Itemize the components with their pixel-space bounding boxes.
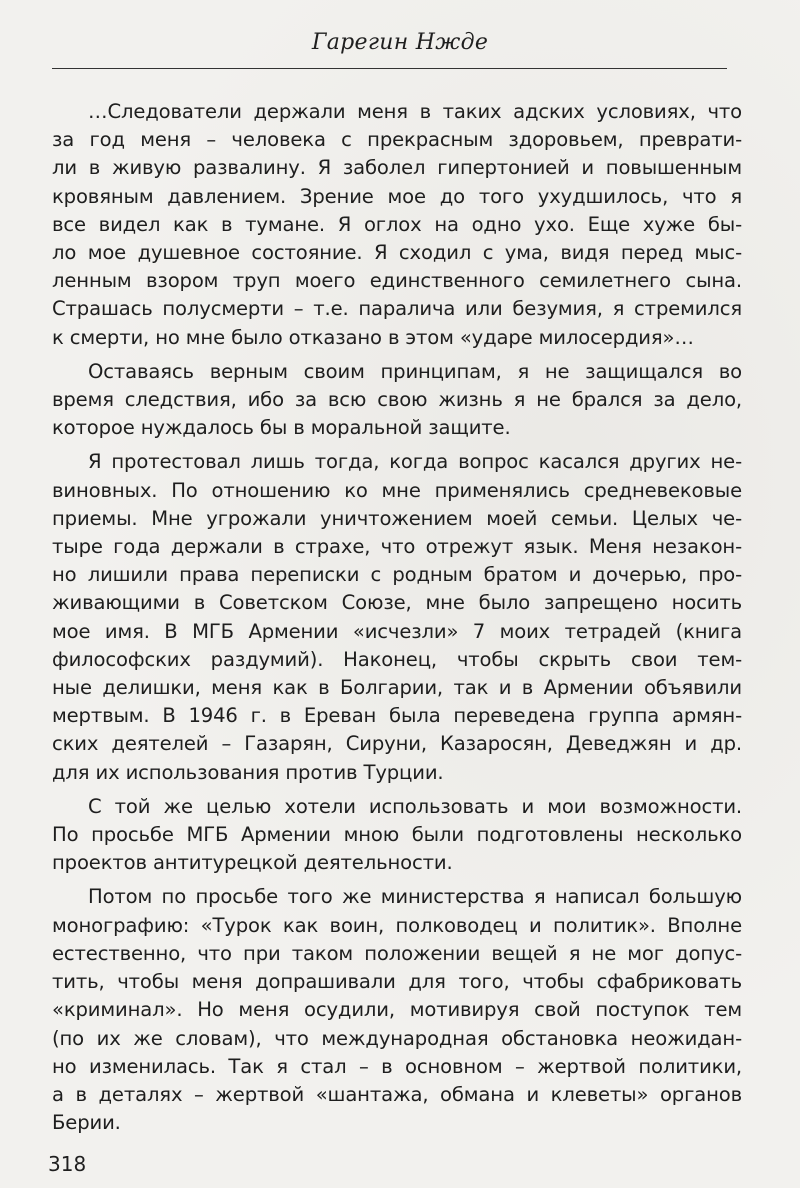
paragraph <box>52 793 742 878</box>
text-line: все видел как в тумане. Я оглох на одно ухо. Еще хуже бы- <box>52 212 742 236</box>
paragraph <box>52 358 742 443</box>
text-line: время следствия, ибо за всю свою жизнь я не брался за дело, <box>52 388 742 412</box>
text-line: (по их же словам), что международная обстановка неожидан- <box>52 1026 742 1050</box>
text-line: виновных. По отношению ко мне применялись средневековые <box>52 478 742 502</box>
text-line: …Следователи держали меня в таких адских условиях, что <box>88 100 742 123</box>
text-line: Оставаясь верным своим принципам, я не защищался во <box>88 359 742 383</box>
text-line: ло мое душевное состояние. Я сходил с ума, видя перед мыс- <box>52 241 742 265</box>
text-line: приемы. Мне угрожали уничтожением моей семьи. Целых че- <box>52 506 742 530</box>
text-line: Страшась полусмерти – т.е. паралича или безумия, я стремился <box>52 297 742 321</box>
header-rule <box>52 68 727 69</box>
text-line: Я протестовал лишь тогда, когда вопрос касался других не- <box>88 450 742 474</box>
running-head-title: Гарегин Нжде <box>311 30 489 55</box>
paragraph <box>52 448 742 786</box>
text-line: которое нуждалось бы в моральной защите. <box>52 416 511 440</box>
paragraph <box>52 883 742 1137</box>
text-line: мертвым. В 1946 г. в Ереван была переведена группа армян- <box>52 704 742 728</box>
text-line: за год меня – человека с прекрасным здоровьем, преврати- <box>52 128 742 152</box>
text-line: «криминал». Но меня осудили, мотивируя свой поступок тем <box>52 998 742 1022</box>
body-text <box>52 98 742 1143</box>
text-line: монографию: «Турок как воин, полководец и политик». Вполне <box>52 913 742 937</box>
text-line: живающими в Советском Союзе, мне было запрещено носить <box>52 591 742 615</box>
text-line: По просьбе МГБ Армении мною были подготовлены несколько <box>52 823 742 847</box>
text-line: к смерти, но мне было отказано в этом «ударе милосердия»… <box>52 325 694 349</box>
text-line: Потом по просьбе того же министерства я написал большую <box>88 885 742 909</box>
text-line: тыре года держали в страхе, что отрежут язык. Меня незакон- <box>52 535 742 559</box>
text-line: но изменилась. Так я стал – в основном – жертвой политики, <box>52 1054 742 1078</box>
text-line: С той же целью хотели использовать и мои возможности. <box>88 794 742 818</box>
text-line: тить, чтобы меня допрашивали для того, чтобы сфабриковать <box>52 970 742 994</box>
page-number: 318 <box>48 1152 87 1176</box>
text-line: а в деталях – жертвой «шантажа, обмана и клеветы» органов <box>52 1082 742 1106</box>
text-line: философских раздумий). Наконец, чтобы скрыть свои тем- <box>52 647 742 671</box>
text-line: проектов антитурецкой деятельности. <box>52 851 453 875</box>
text-line: ленным взором труп моего единственного семилетнего сына. <box>52 269 742 293</box>
text-line: кровяным давлением. Зрение мое до того ухудшилось, что я <box>52 184 742 208</box>
text-line: ли в живую развалину. Я заболел гипертонией и повышенным <box>52 156 742 180</box>
text-line: ских деятелей – Газарян, Сируни, Казаросян, Деведжян и др. <box>52 732 742 756</box>
text-line: мое имя. В МГБ Армении «исчезли» 7 моих тетрадей (книга <box>52 619 742 643</box>
text-line: Берии. <box>52 1111 121 1135</box>
text-line: ные делишки, меня как в Болгарии, так и в Армении объявили <box>52 676 742 700</box>
text-line: для их использования против Турции. <box>52 760 444 784</box>
paragraph <box>52 98 742 352</box>
text-line: естественно, что при таком положении вещей я не мог допус- <box>52 941 742 965</box>
text-line: но лишили права переписки с родным братом и дочерью, про- <box>52 563 742 587</box>
